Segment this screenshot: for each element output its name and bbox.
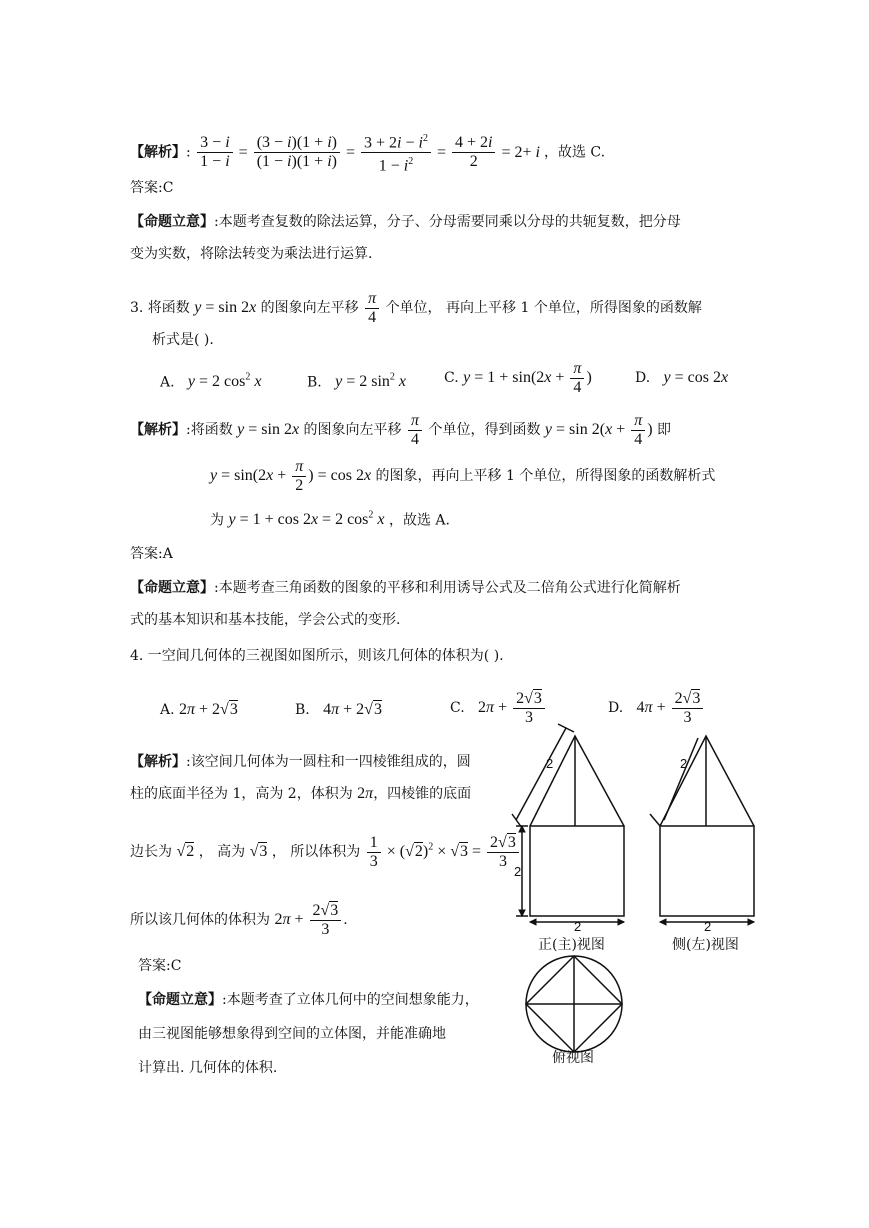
q4-options: A. 2π + 2√3	[160, 701, 238, 718]
analysis-4-line-2: 柱的底面半径为 1，高为 2，体积为 2π，四棱锥的底面	[130, 785, 472, 802]
complex-division-formula: $\frac{3 - i}{1 - i}$ = $\frac{(3 - i)(1 + i)}{(1 - i)(1 + i)}$ = $\frac{3 + 2i - i^2}{1 - i^2}$ = $\frac{4 + 2i}{2}$ = 2+ i	[195, 144, 544, 161]
analysis-3-line-1: 【解析】:将函数 y = sin 2x 的图象向左平移 $\frac{\pi}{4}$ 个单位，得到函数 y = sin 2(x + $\frac{\pi}{4}$ ) 即	[130, 412, 671, 448]
dim-label-front-slant: 2	[546, 756, 554, 771]
question-3-line-1: 3. 将函数 y = sin 2x 的图象向左平移 $\frac{\pi}{4}$ 个单位， 再向上平移 1 个单位，所得图象的函数解	[130, 290, 702, 326]
analysis-4-line-3: 边长为 √2 ， 高为 √3 ， 所以体积为 $\frac{1}{3}$ × $(√2)^2 \times √3$ = $\frac{2√3}{3}$	[130, 834, 521, 871]
analysis-3-line-3: 为 y = 1 + cos 2x = 2 $\cos^2 x$ ，故选 A.	[210, 510, 450, 529]
side-view-square	[660, 826, 754, 916]
intent-2-line-2: 变为实数，将除法转变为乘法进行运算.	[130, 246, 373, 262]
analysis-4-line-4: 所以该几何体的体积为 2π + $\frac{2√3}{3}$ .	[130, 902, 348, 938]
analysis-4-line-1: 【解析】:该空间几何体为一圆柱和一四棱锥组成的，圆	[130, 754, 471, 770]
top-view-caption: 俯视图	[552, 1050, 594, 1066]
question-3-line-2: 析式是( ).	[152, 332, 214, 348]
three-view-figure	[500, 718, 790, 1078]
q3-options: A. y = 2 $\cos^2 x$	[160, 372, 262, 391]
answer-3: 答案:A	[130, 546, 173, 562]
intent-4-line-1: 【命题立意】:本题考查了立体几何中的空间想象能力，	[138, 992, 479, 1008]
front-view-square	[530, 826, 624, 916]
intent-4-line-3: 计算出. 几何体的体积.	[138, 1060, 278, 1076]
analysis-label: 【解析】	[130, 144, 186, 161]
dim-label-front-width: 2	[574, 919, 582, 934]
intent-3-line-1: 【命题立意】:本题考查三角函数的图象的平移和利用诱导公式及二倍角公式进行化简解析	[130, 580, 681, 596]
side-view-caption: 侧(左)视图	[672, 937, 739, 953]
dim-label-front-height: 2	[514, 864, 522, 879]
dim-label-side-width: 2	[704, 919, 712, 934]
analysis-line-1: 【解析】: $\frac{3 - i}{1 - i}$ = $\frac{(3 - i)(1 + i)}{(1 - i)(1 + i)}$ = $\frac{3 + 2i - i^2}{1 - i^2}$ = $\frac{4 + 2i}{2}$ = 2+ i ，故选 C.	[130, 130, 605, 176]
dim-label-side-slant: 2	[680, 756, 688, 771]
answer-4: 答案:C	[138, 958, 182, 974]
front-view-pyramid	[530, 736, 624, 826]
intent-2-line-1: 【命题立意】:本题考查复数的除法运算，分子、分母需要同乘以分母的共轭复数，把分母	[130, 214, 681, 230]
side-view-pyramid	[660, 736, 754, 826]
analysis-3-line-2: y = sin(2x + $\frac{\pi}{2}$ ) = cos 2x 的图象，再向上平移 1 个单位，所得图象的函数解析式	[210, 458, 716, 494]
question-4-line-1: 4. 一空间几何体的三视图如图所示，则该几何体的体积为( ).	[130, 648, 504, 664]
answer-2: 答案:C	[130, 180, 174, 196]
front-view-caption: 正(主)视图	[538, 937, 605, 953]
intent-3-line-2: 式的基本知识和基本技能，学会公式的变形.	[130, 612, 401, 628]
intent-4-line-2: 由三视图能够想象得到空间的立体图，并能准确地	[138, 1026, 446, 1042]
